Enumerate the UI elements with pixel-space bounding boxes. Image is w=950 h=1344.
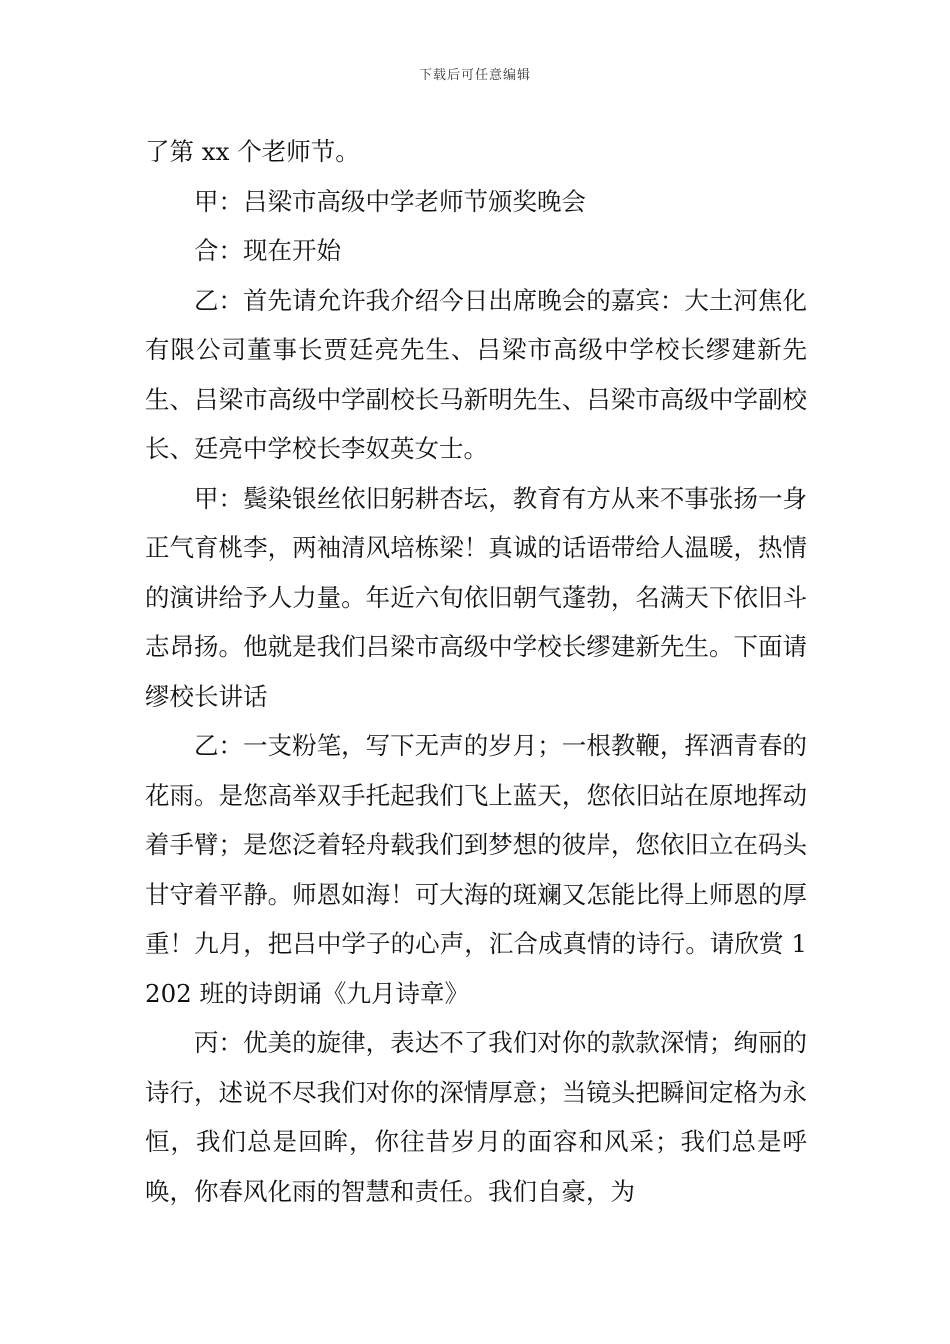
paragraph-he-start: 合：现在开始 xyxy=(194,236,341,265)
paragraph-jia-title: 甲：吕梁市高级中学老师节颁奖晚会 xyxy=(194,186,586,216)
paragraph-continuation: 了第 xx 个老师节。 xyxy=(145,137,360,166)
paragraph-jia-principal: 甲：鬓染银丝依旧躬耕杏坛，教育有方从来不事张扬一身正气育桃李，两袖清风培栋梁！真诚的话语带给人温暖，热情的演讲给予人力量。年近六旬依旧朝气蓬勃，名满天下依旧斗志昂扬。他就是我们吕梁市高级中学校长缪建新先生。下面请缪校长讲话 xyxy=(145,483,807,711)
paragraph-yi-guests: 乙：首先请允许我介绍今日出席晚会的嘉宾：大土河焦化有限公司董事长贾廷亮先生、吕梁市高级中学校长缪建新先生、吕梁市高级中学副校长马新明先生、吕梁市高级中学副校长、廷亮中学校长李奴英女士。 xyxy=(145,285,807,463)
page-header-note: 下载后可任意编辑 xyxy=(418,68,531,83)
document-body xyxy=(145,127,807,1216)
paragraph-yi-poem: 乙：一支粉笔，写下无声的岁月；一根教鞭，挥洒青春的花雨。是您高举双手托起我们飞上蓝天，您依旧站在原地挥动着手臂；是您泛着轻舟载我们到梦想的彼岸，您依旧立在码头甘守着平静。师恩如海！可大海的斑斓又怎能比得上师恩的厚重！九月，把吕中学子的心声，汇合成真情的诗行。请欣赏 1202 班的诗朗诵《九月诗章》 xyxy=(145,731,807,1008)
paragraph-bing-tribute: 丙：优美的旋律，表达不了我们对你的款款深情；绚丽的诗行，述说不尽我们对你的深情厚意；当镜头把瞬间定格为永恒，我们总是回眸，你往昔岁月的面容和风采；我们总是呼唤，你春风化雨的智慧和责任。我们自豪，为 xyxy=(145,1028,807,1206)
